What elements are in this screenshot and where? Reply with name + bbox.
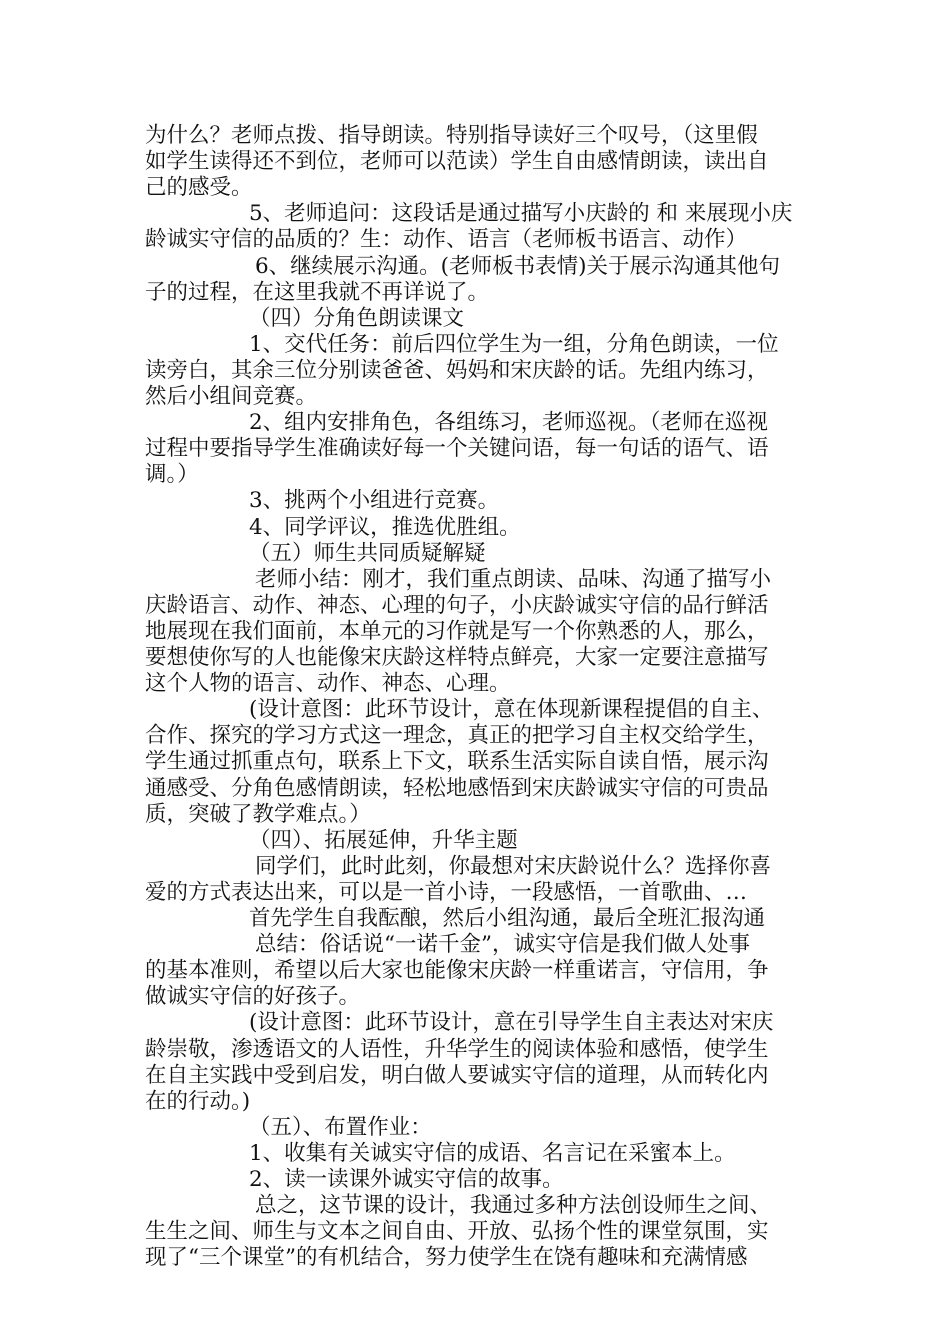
text-line: 5、老师追问：这段话是通过描写小庆龄的 和 来展现小庆 [249,201,793,227]
text-line: 在的行动。) [145,1088,251,1114]
text-line: （四）、拓展延伸，升华主题 [249,827,518,853]
text-line: 同学们，此时此刻，你最想对宋庆龄说什么？选择你喜 [255,853,772,879]
text-line: 龄诚实守信的品质的？生：动作、语言（老师板书语言、动作） [145,227,748,253]
text-line: (设计意图：此环节设计，意在体现新课程提倡的自主、 [249,697,774,723]
text-line: 爱的方式表达出来，可以是一首小诗，一段感悟，一首歌曲、… [145,879,748,905]
text-line: （五）、布置作业： [249,1114,432,1140]
text-line: 龄崇敬，渗透语文的人语性，升华学生的阅读体验和感悟，使学生 [145,1036,769,1062]
text-line: 过程中要指导学生准确读好每一个关键问语，每一句话的语气、语 [145,436,769,462]
text-line: 总之，这节课的设计，我通过多种方法创设师生之间、 [255,1193,772,1219]
text-line: 4、同学评议，推选优胜组。 [249,514,521,540]
text-line: 子的过程，在这里我就不再详说了。 [145,279,490,305]
text-line: 己的感受。 [145,175,253,201]
text-line: （五）师生共同质疑解疑 [249,540,486,566]
text-line: 在自主实践中受到启发，明白做人要诚实守信的道理，从而转化内 [145,1062,769,1088]
text-line: 做诚实守信的好孩子。 [145,984,361,1010]
text-line: 3、挑两个小组进行竞赛。 [249,488,500,514]
text-line: 通感受、分角色感情朗读，轻松地感悟到宋庆龄诚实守信的可贵品 [145,775,769,801]
text-line: 1、收集有关诚实守信的成语、名言记在采蜜本上。 [249,1140,736,1166]
text-line: 的基本准则，希望以后大家也能像宋庆龄一样重诺言，守信用，争 [145,958,769,984]
text-line: （四）分角色朗读课文 [249,305,465,331]
text-line: 6、继续展示沟通。(老师板书表情)关于展示沟通其他句 [255,253,780,279]
text-line: 读旁白，其余三位分别读爸爸、妈妈和宋庆龄的话。先组内练习， [145,357,769,383]
text-line: 合作、探究的学习方式这一理念，真正的把学习自主权交给学生， [145,723,769,749]
text-line: 首先学生自我酝酿，然后小组沟通，最后全班汇报沟通 [249,906,766,931]
text-line: 生生之间、师生与文本之间自由、开放、弘扬个性的课堂氛围，实 [145,1219,769,1245]
text-line: 质，突破了教学难点。） [145,801,371,827]
text-line: (设计意图：此环节设计，意在引导学生自主表达对宋庆 [249,1010,774,1036]
text-line: 1、交代任务：前后四位学生为一组，分角色朗读，一位 [249,331,779,357]
text-line: 这个人物的语言、动作、神态、心理。 [145,671,511,697]
text-line: 总结：俗话说“一诺千金”，诚实守信是我们做人处事 [255,932,750,958]
text-line: 学生通过抓重点句，联系上下文，联系生活实际自读自悟，展示沟 [145,749,769,775]
text-line: 2、读一读课外诚实守信的故事。 [249,1167,564,1192]
text-line: 如学生读得还不到位，老师可以范读）学生自由感情朗读，读出自 [145,149,769,175]
text-line: 庆龄语言、动作、神态、心理的句子，小庆龄诚实守信的品行鲜活 [145,592,769,618]
text-line: 老师小结：刚才，我们重点朗读、品味、沟通了描写小 [255,566,772,592]
text-line: 现了“三个课堂”的有机结合，努力使学生在饶有趣味和充满情感 [145,1245,748,1271]
text-line: 地展现在我们面前，本单元的习作就是写一个你熟悉的人，那么， [145,618,769,644]
text-line: 调。） [145,462,199,488]
text-line: 要想使你写的人也能像宋庆龄这样特点鲜亮，大家一定要注意描写 [145,645,769,670]
text-line: 2、组内安排角色，各组练习，老师巡视。（老师在巡视 [249,410,768,436]
text-line: 然后小组间竞赛。 [145,384,318,409]
text-line: 为什么？老师点拨、指导朗读。特别指导读好三个叹号，（这里假 [145,123,758,148]
